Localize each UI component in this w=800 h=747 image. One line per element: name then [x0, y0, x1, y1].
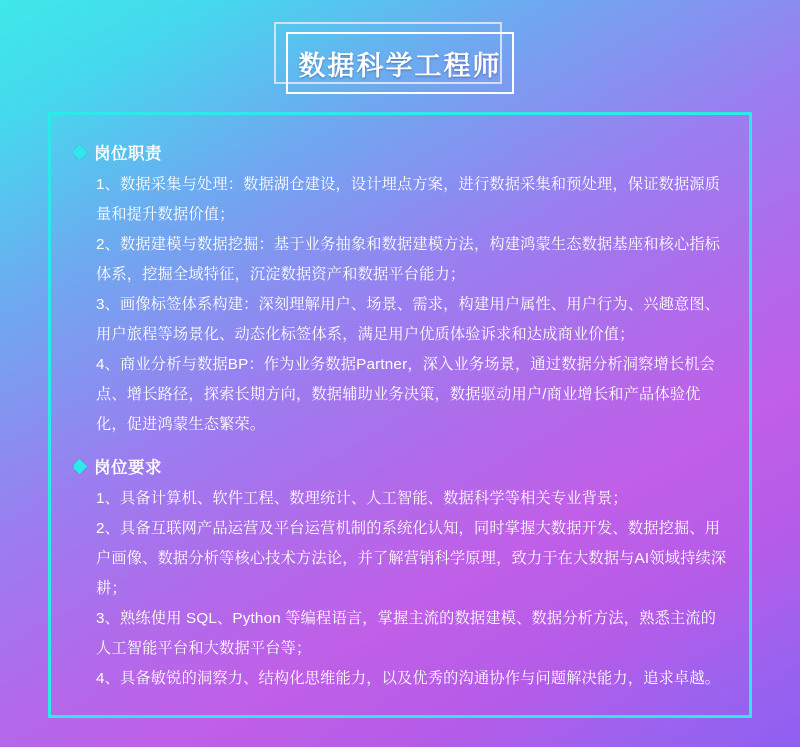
section-responsibilities [74, 140, 730, 440]
section-body [74, 170, 730, 440]
paragraph: 4、具备敏锐的洞察力、结构化思维能力，以及优秀的沟通协作与问题解决能力，追求卓越。 [96, 670, 721, 687]
content-panel [48, 112, 752, 718]
paragraph: 2、具备互联网产品运营及平台运营机制的系统化认知，同时掌握大数据开发、数据挖掘、用户画像、数据分析等核心技术方法论，并了解营销科学原理，致力于在大数据与AI领域持续深耕； [96, 520, 727, 597]
diamond-icon [74, 144, 87, 160]
panel-content [74, 140, 730, 694]
section-body [74, 484, 730, 694]
section-requirements [74, 454, 730, 694]
paragraph: 1、数据采集与处理：数据湖仓建设，设计埋点方案，进行数据采集和预处理，保证数据源质量和提升数据价值； [96, 176, 721, 223]
section-title: 岗位要求 [94, 459, 162, 477]
title-banner [0, 22, 800, 112]
paragraph: 4、商业分析与数据BP：作为业务数据Partner，深入业务场景，通过数据分析洞察增长机会点、增长路径，探索长期方向，数据辅助业务决策，数据驱动用户/商业增长和产品体验优化，促进鸿蒙生态繁荣。 [96, 356, 716, 433]
panel-edge-top [138, 112, 662, 115]
title-frame [286, 32, 514, 94]
diamond-icon [74, 458, 87, 474]
paragraph: 2、数据建模与数据挖掘：基于业务抽象和数据建模方法，构建鸿蒙生态数据基座和核心指标体系，挖掘全域特征，沉淀数据资产和数据平台能力； [96, 236, 721, 283]
section-header [74, 140, 730, 164]
paragraph: 1、具备计算机、软件工程、数理统计、人工智能、数据科学等相关专业背景； [96, 490, 628, 507]
section-title: 岗位职责 [94, 145, 162, 163]
panel-edge-bottom [138, 715, 662, 718]
panel-edge-left [48, 202, 51, 628]
paragraph: 3、熟练使用 SQL、Python 等编程语言，掌握主流的数据建模、数据分析方法，熟悉主流的人工智能平台和大数据平台等； [96, 610, 717, 657]
section-header [74, 454, 730, 478]
page-title: 数据科学工程师 [298, 50, 502, 81]
panel-edge-right [749, 202, 752, 628]
paragraph: 3、画像标签体系构建：深刻理解用户、场景、需求，构建用户属性、用户行为、兴趣意图、用户旅程等场景化、动态化标签体系，满足用户优质体验诉求和达成商业价值； [96, 296, 721, 343]
